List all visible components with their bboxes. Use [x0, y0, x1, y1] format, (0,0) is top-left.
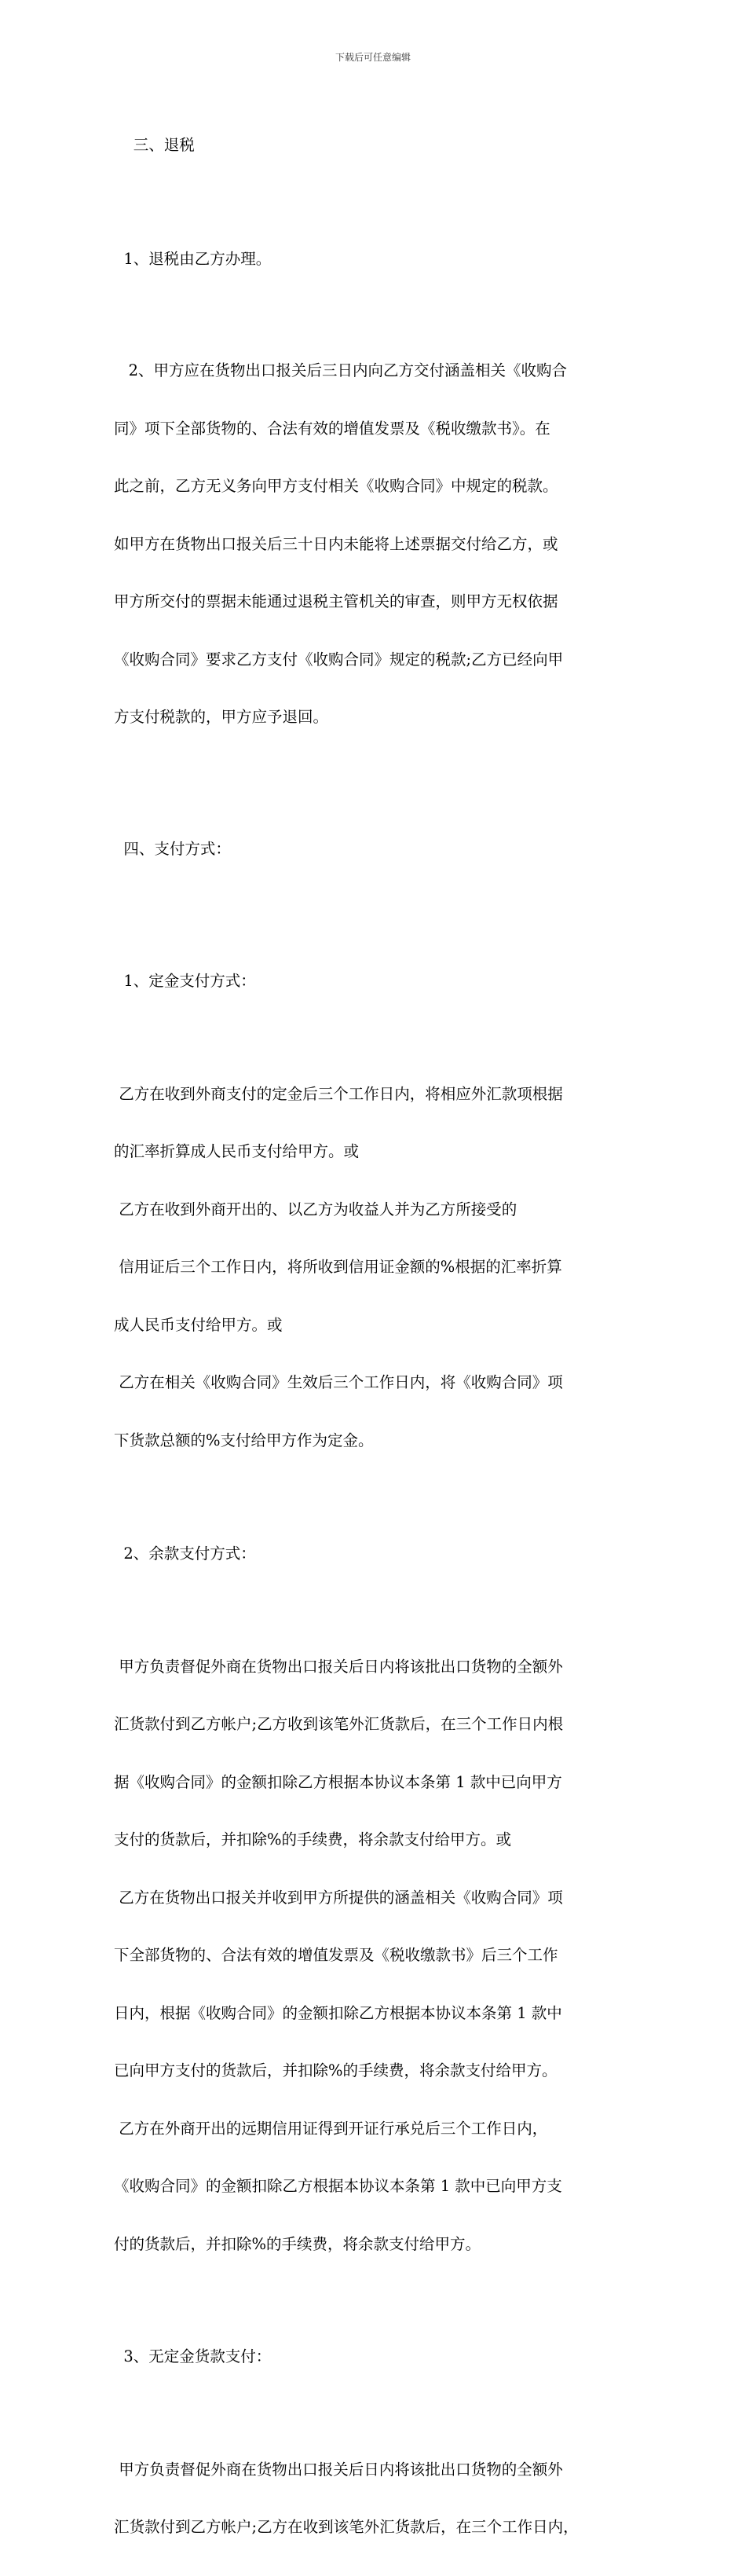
text-line: 汇货款付到乙方帐户;乙方在收到该笔外汇货款后，在三个工作日内， — [114, 2518, 579, 2536]
text-line: 乙方在收到外商开出的、以乙方为收益人并为乙方所接受的 — [114, 1200, 517, 1218]
text-line: 汇货款付到乙方帐户;乙方收到该笔外汇货款后，在三个工作日内根 — [114, 1715, 564, 1733]
text-line: 乙方在外商开出的远期信用证得到开证行承兑后三个工作日内， — [114, 2119, 548, 2138]
text-line: 1、定金支付方式： — [114, 972, 256, 990]
text-line: 成人民币支付给甲方。或 — [114, 1315, 283, 1334]
text-line: 甲方负责督促外商在货物出口报关后日内将该批出口货物的全额外 — [114, 2460, 563, 2479]
text-line: 下货款总额的%支付给甲方作为定金。 — [114, 1431, 374, 1449]
text-line: 1、退税由乙方办理。 — [114, 249, 272, 268]
text-line: 三、退税 — [114, 136, 195, 154]
section-4-item-1-title — [114, 933, 640, 1030]
text-line: 日内，根据《收购合同》的金额扣除乙方根据本协议本条第 1 款中 — [114, 2003, 562, 2022]
section-4-title — [114, 801, 640, 898]
text-line: 《收购合同》的金额扣除乙方根据本协议本条第 1 款中已向甲方支 — [114, 2177, 562, 2195]
text-line: 付的货款后，并扣除%的手续费，将余款支付给甲方。 — [114, 2234, 481, 2253]
section-3-item-2 — [114, 323, 640, 766]
text-line: 如甲方在货物出口报关后三十日内未能将上述票据交付给乙方，或 — [114, 534, 558, 553]
text-line: 已向甲方支付的货款后，并扣除%的手续费，将余款支付给甲方。 — [114, 2061, 558, 2079]
section-4-item-3-body — [114, 2422, 640, 2576]
text-line: 下全部货物的、合法有效的增值发票及《税收缴款书》后三个工作 — [114, 1946, 558, 1964]
section-4-item-3-title — [114, 2309, 640, 2406]
text-line: 同》项下全部货物的、合法有效的增值发票及《税收缴款书》。在 — [114, 419, 550, 438]
section-4-item-1-body — [114, 1046, 640, 1490]
text-line: 方支付税款的，甲方应予退回。 — [114, 708, 329, 726]
text-line: 的汇率折算成人民币支付给甲方。或 — [114, 1142, 360, 1160]
section-4-item-2-title — [114, 1506, 640, 1603]
text-line: 信用证后三个工作日内，将所收到信用证金额的%根据的汇率折算 — [114, 1258, 562, 1276]
text-line: 2、甲方应在货物出口报关后三日内向乙方交付涵盖相关《收购合 — [114, 361, 568, 379]
text-line: 2、余款支付方式： — [114, 1545, 256, 1563]
document-body — [114, 93, 640, 2576]
text-line: 乙方在货物出口报关并收到甲方所提供的涵盖相关《收购合同》项 — [114, 1888, 563, 1907]
text-line: 乙方在相关《收购合同》生效后三个工作日内，将《收购合同》项 — [114, 1373, 563, 1391]
text-line: 乙方在收到外商支付的定金后三个工作日内，将相应外汇款项根据 — [114, 1084, 563, 1103]
text-line: 据《收购合同》的金额扣除乙方根据本协议本条第 1 款中已向甲方 — [114, 1772, 562, 1791]
page-header: 下载后可任意编辑 — [335, 52, 411, 63]
text-line: 四、支付方式： — [114, 839, 231, 858]
text-line: 甲方所交付的票据未能通过退税主管机关的审查，则甲方无权依据 — [114, 592, 558, 610]
section-3-title — [114, 97, 640, 194]
text-line: 《收购合同》要求乙方支付《收购合同》规定的税款;乙方已经向甲 — [114, 650, 564, 669]
text-line: 此之前，乙方无义务向甲方支付相关《收购合同》中规定的税款。 — [114, 477, 558, 495]
text-line: 甲方负责督促外商在货物出口报关后日内将该批出口货物的全额外 — [114, 1657, 563, 1676]
section-4-item-2-body — [114, 1619, 640, 2293]
text-line: 支付的货款后，并扣除%的手续费，将余款支付给甲方。或 — [114, 1830, 512, 1849]
section-3-item-1 — [114, 211, 640, 308]
text-line: 3、无定金货款支付： — [114, 2347, 272, 2365]
